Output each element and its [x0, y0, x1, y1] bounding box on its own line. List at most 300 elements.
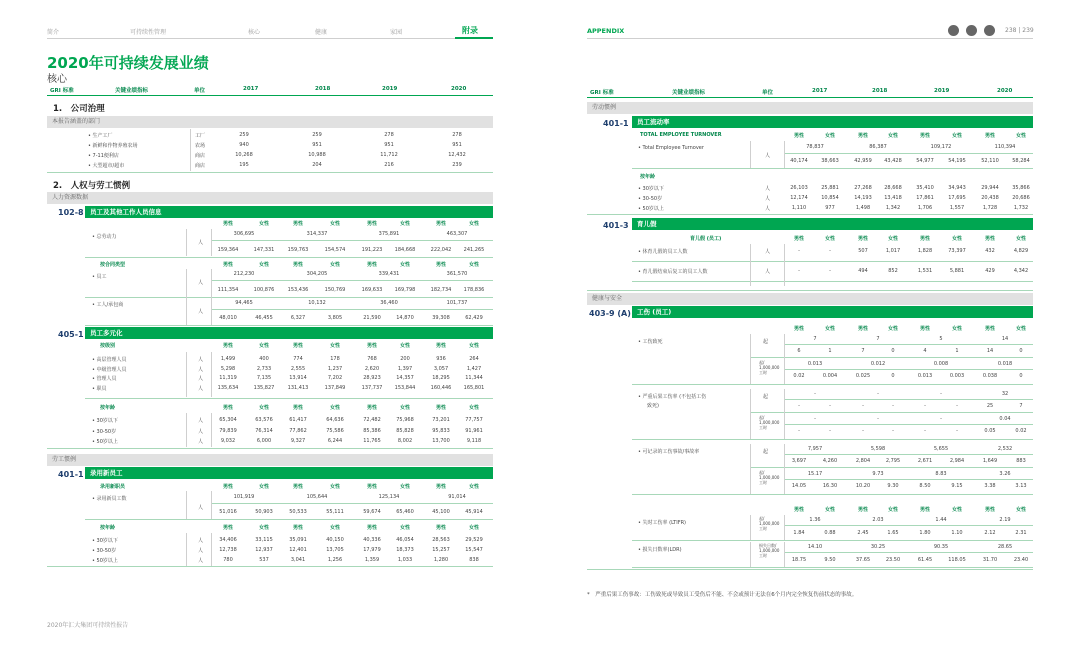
column-divider	[784, 389, 785, 439]
total-cell: 304,205	[306, 271, 328, 277]
total-cell: 7,957	[807, 446, 823, 452]
gri-code: 405-1	[58, 330, 84, 339]
value-cell: 852	[888, 268, 898, 274]
value-cell: 75,968	[396, 417, 414, 423]
value-cell: 12,738	[219, 547, 237, 553]
gender-header: 女性	[824, 507, 835, 513]
value-cell: 11,765	[363, 438, 381, 444]
value-cell: 3.13	[1015, 483, 1027, 489]
gender-header: 女性	[824, 236, 835, 242]
value-cell: 46,455	[255, 315, 273, 321]
cell-value: 10,988	[308, 152, 326, 158]
total-cell: 86,387	[869, 144, 887, 150]
gender-header: 女性	[1015, 326, 1026, 332]
value-cell: 15,257	[432, 547, 450, 553]
gender-header: 女性	[399, 405, 410, 411]
row-divider	[785, 369, 1033, 370]
value-cell: 0.02	[793, 373, 805, 379]
value-cell: 14,870	[396, 315, 414, 321]
value-cell: 1,033	[397, 557, 413, 563]
gender-header: 女性	[329, 405, 340, 411]
row-unit: 人	[198, 357, 204, 363]
value-cell: 28,563	[432, 537, 450, 543]
column-divider	[784, 244, 785, 286]
value-cell: 0.013	[917, 373, 933, 379]
gender-header: 男性	[292, 525, 303, 531]
gender-header: 男性	[435, 525, 446, 531]
value-cell: 0.025	[855, 373, 871, 379]
value-cell: 14.05	[791, 483, 807, 489]
value-cell: 3,057	[433, 365, 449, 372]
value-cell: -	[798, 268, 800, 274]
value-cell: 429	[985, 268, 995, 274]
value-cell: 2,795	[885, 458, 901, 464]
gender-header: 男性	[366, 343, 377, 349]
nav-item-3[interactable]: 健康	[315, 29, 328, 36]
row-unit: 商店	[195, 153, 206, 159]
value-cell: 11,344	[465, 375, 483, 381]
value-cell: -	[956, 428, 958, 434]
value-cell: 43,428	[884, 158, 902, 164]
total-cell: 314,337	[306, 231, 328, 237]
row-divider	[785, 424, 1033, 425]
row-divider	[632, 384, 1033, 385]
total-cell: 1.44	[935, 517, 947, 523]
gender-header: 男性	[292, 262, 303, 268]
row-label: • 7-11便利店	[88, 153, 119, 159]
value-cell: 1,649	[982, 458, 998, 464]
gender-header: 男性	[857, 326, 868, 332]
gender-header: 男性	[222, 484, 233, 490]
gender-header: 女性	[468, 221, 479, 227]
row-divider	[212, 309, 493, 310]
gender-header: 男性	[435, 405, 446, 411]
gender-header: 男性	[222, 405, 233, 411]
total-cell: 375,891	[378, 231, 400, 237]
total-cell: 78,837	[806, 144, 824, 150]
home-icon[interactable]	[966, 25, 977, 36]
total-cell: 14.10	[807, 544, 823, 550]
column-divider	[190, 129, 191, 171]
value-cell: 54,977	[916, 158, 934, 164]
gri-code: 401-1	[603, 119, 629, 128]
nav-item-1[interactable]: 可持续性管理	[130, 29, 167, 36]
value-cell: 42,959	[854, 158, 872, 164]
total-cell: 5,598	[870, 446, 886, 452]
gri-code: 102-8	[58, 208, 84, 217]
total-cell: 1.36	[809, 517, 821, 523]
cell-value: 951	[312, 142, 322, 148]
gender-header: 女性	[951, 326, 962, 332]
value-cell: 150,769	[324, 287, 346, 293]
gender-header: 女性	[1015, 236, 1026, 242]
page-numbers: 238 | 239	[1005, 27, 1034, 34]
value-cell: 1	[955, 348, 959, 354]
row-unit: 人	[765, 269, 771, 275]
value-cell: 4,829	[1013, 248, 1029, 254]
value-cell: 0.88	[824, 530, 836, 536]
row-divider	[785, 344, 1033, 345]
cell-value: 239	[452, 162, 462, 168]
value-cell: 6,327	[290, 315, 306, 321]
header-cell-4: 2018	[872, 88, 888, 94]
value-cell: 0.05	[984, 428, 996, 434]
value-cell: 79,839	[219, 427, 237, 434]
value-cell: 34,943	[948, 185, 966, 191]
row-unit: 人	[765, 249, 771, 255]
nav-item-0[interactable]: 简介	[47, 29, 60, 36]
row-unit: 人	[198, 309, 204, 315]
gender-header: 女性	[468, 343, 479, 349]
total-cell: 125,134	[378, 494, 400, 500]
value-cell: 182,734	[430, 287, 452, 293]
value-cell: 9,327	[290, 438, 306, 444]
value-cell: 2.12	[984, 530, 996, 536]
sub-header: 按合同类型	[100, 262, 126, 268]
row-divider	[212, 503, 493, 504]
value-cell: 4,260	[822, 458, 838, 464]
value-cell: 0.038	[982, 373, 998, 379]
cell-value: 10,268	[235, 152, 253, 158]
category-bar: 工伤 (员工)	[632, 306, 1033, 318]
value-cell: 118.05	[948, 557, 966, 563]
nav-item-4[interactable]: 家园	[390, 29, 403, 36]
cell-value: 12,432	[448, 152, 466, 158]
row-divider	[750, 412, 1033, 413]
gender-header: 男性	[984, 507, 995, 513]
page-subtitle: 核心	[47, 74, 67, 85]
gender-header: 男性	[919, 133, 930, 139]
value-cell: 153,844	[394, 384, 416, 391]
gender-header: 女性	[824, 326, 835, 332]
value-cell: 1,359	[364, 557, 380, 563]
value-cell: 9.30	[887, 483, 899, 489]
value-cell: 0	[891, 373, 895, 379]
value-cell: 12,401	[289, 547, 307, 553]
column-divider	[750, 389, 751, 439]
row-label: • 损失日数率(LDR)	[638, 547, 682, 553]
column-divider	[750, 334, 751, 384]
column-divider	[186, 533, 187, 566]
gender-header: 女性	[329, 221, 340, 227]
value-cell: 9,118	[466, 438, 482, 444]
cell-value: 951	[384, 142, 394, 148]
value-cell: 31.70	[982, 557, 998, 563]
value-cell: 73,397	[948, 248, 966, 254]
value-cell: 400	[259, 356, 269, 362]
gender-header: 女性	[951, 133, 962, 139]
row-divider	[587, 214, 1033, 215]
value-cell: 12,937	[255, 547, 273, 553]
value-cell: -	[798, 428, 800, 434]
value-cell: 45,100	[432, 509, 450, 515]
value-cell: 20,438	[981, 195, 999, 201]
value-cell: 35,091	[289, 537, 307, 543]
row-unit: 起	[763, 339, 769, 345]
row-divider	[85, 257, 493, 258]
value-cell: 76,314	[255, 427, 273, 434]
row-label: • Total Employee Turnover	[638, 145, 704, 151]
gender-header: 女性	[258, 343, 269, 349]
gender-header: 男性	[292, 405, 303, 411]
row-label: • 30-50岁	[638, 196, 663, 202]
value-cell: 137,737	[361, 384, 383, 391]
row-unit: 起	[763, 394, 769, 400]
gender-header: 女性	[399, 262, 410, 268]
gender-header: 女性	[329, 484, 340, 490]
total-cell: 5,655	[933, 446, 949, 452]
row-unit: 人	[198, 366, 204, 373]
value-cell: 0.02	[1015, 428, 1027, 434]
row-unit: 人	[198, 558, 204, 564]
row-divider	[632, 439, 1033, 440]
back-icon[interactable]	[948, 25, 959, 36]
value-cell: 65,304	[219, 417, 237, 423]
gender-header: 男性	[366, 405, 377, 411]
total-cell: 2,532	[997, 446, 1013, 452]
row-unit: 工厂	[195, 133, 206, 139]
column-divider	[784, 444, 785, 494]
value-cell: -	[862, 403, 864, 409]
row-label: • 生产工厂	[88, 133, 113, 139]
section-band: 健康与安全	[587, 293, 1033, 305]
value-cell: 154,574	[324, 247, 346, 253]
value-cell: 72,482	[363, 417, 381, 423]
value-cell: 3,041	[290, 557, 306, 563]
value-cell: 35,410	[916, 185, 934, 191]
gender-header: 男性	[435, 262, 446, 268]
value-cell: 159,364	[217, 247, 239, 253]
table-header	[47, 84, 493, 96]
value-cell: 111,354	[217, 287, 239, 293]
value-cell: 1,499	[220, 356, 236, 362]
value-cell: 768	[367, 356, 377, 362]
total-cell: 306,695	[233, 231, 255, 237]
gender-header: 女性	[951, 507, 962, 513]
value-cell: 55,111	[326, 509, 344, 515]
row-unit: 人	[765, 206, 771, 212]
cell-value: 195	[239, 162, 249, 168]
value-cell: 1,237	[327, 365, 343, 372]
value-cell: 2.45	[857, 530, 869, 536]
gender-header: 男性	[857, 507, 868, 513]
sub-header: 按年龄	[100, 525, 116, 531]
header-cell-6: 2020	[997, 88, 1013, 94]
value-cell: 1,531	[917, 268, 933, 274]
value-cell: 135,827	[253, 384, 275, 391]
total-cell: 36,460	[380, 300, 398, 306]
value-cell: 0	[1019, 348, 1023, 354]
nav-item-2[interactable]: 核心	[248, 29, 261, 36]
total-cell: 30.25	[870, 544, 886, 550]
value-cell: 14,357	[396, 375, 414, 381]
value-cell: 2,620	[364, 365, 380, 372]
year-header-1: 2018	[315, 86, 331, 92]
gender-header: 男性	[984, 236, 995, 242]
gender-header: 男性	[222, 221, 233, 227]
unit-header: 单位	[194, 88, 206, 94]
row-divider	[587, 569, 1033, 570]
gender-header: 男性	[793, 326, 804, 332]
value-cell: 61.45	[917, 557, 933, 563]
value-cell: 241,265	[463, 247, 485, 253]
value-cell: 64,636	[326, 417, 344, 423]
row-label: 致死)	[647, 403, 659, 409]
value-cell: 25,881	[821, 185, 839, 191]
value-cell: 178,836	[463, 287, 485, 293]
column-divider	[211, 269, 212, 325]
gender-header: 女性	[258, 221, 269, 227]
value-cell: 131,413	[287, 384, 309, 391]
total-cell: 109,172	[930, 144, 952, 150]
total-cell: -	[814, 391, 816, 397]
value-cell: 507	[858, 248, 868, 254]
gender-header: 男性	[919, 236, 930, 242]
value-cell: 6,244	[327, 438, 343, 444]
value-cell: -	[829, 428, 831, 434]
value-cell: 184,668	[394, 247, 416, 253]
header-cell-0: GRI 标准	[590, 90, 614, 96]
gender-header: 男性	[292, 343, 303, 349]
value-cell: 1,256	[327, 557, 343, 563]
value-cell: 0	[1019, 373, 1023, 379]
sub-header: 育儿假 (员工)	[690, 236, 722, 242]
value-cell: 169,798	[394, 287, 416, 293]
value-cell: 38,663	[821, 158, 839, 164]
value-cell: 13,914	[289, 375, 307, 381]
row-label: • 30岁以下	[92, 538, 118, 544]
gender-header: 男性	[292, 484, 303, 490]
value-cell: 40,336	[363, 537, 381, 543]
value-cell: 1,017	[885, 248, 901, 254]
row-divider	[632, 494, 1033, 495]
value-cell: 264	[469, 356, 479, 362]
column-divider	[750, 444, 751, 494]
row-divider	[785, 454, 1033, 455]
value-cell: 6	[797, 348, 801, 354]
value-cell: -	[829, 268, 831, 274]
column-divider	[186, 352, 187, 397]
value-cell: 28,668	[884, 185, 902, 191]
row-label: • 失时工伤率 (LTIFR)	[638, 520, 687, 526]
sub-header: 按年龄	[100, 405, 116, 411]
value-cell: 7	[861, 348, 865, 354]
total-cell: 7	[876, 336, 880, 342]
gender-header: 女性	[258, 405, 269, 411]
gender-header: 女性	[887, 236, 898, 242]
column-divider	[186, 413, 187, 447]
total-cell: 0.013	[807, 361, 823, 367]
appendix-label: APPENDIX	[587, 27, 625, 35]
column-divider	[750, 515, 751, 540]
value-cell: 1,706	[917, 205, 933, 211]
gender-header: 女性	[468, 405, 479, 411]
row-unit: 起	[763, 449, 769, 455]
value-cell: 73,201	[432, 417, 450, 423]
value-cell: 0.004	[822, 373, 838, 379]
value-cell: 28,923	[363, 375, 381, 381]
value-cell: 1,557	[949, 205, 965, 211]
row-label: • 管理人员	[92, 376, 117, 382]
value-cell: 1,728	[982, 205, 998, 211]
gender-header: 男性	[366, 221, 377, 227]
gender-header: 男性	[435, 221, 446, 227]
value-cell: 0.003	[949, 373, 965, 379]
value-cell: 77,862	[289, 427, 307, 434]
value-cell: -	[892, 428, 894, 434]
table-header	[587, 86, 1033, 98]
value-cell: 59,674	[363, 509, 381, 515]
gender-header: 男性	[366, 525, 377, 531]
gri-header: GRI 标准	[50, 88, 74, 94]
gender-header: 女性	[329, 343, 340, 349]
value-cell: 159,763	[287, 247, 309, 253]
value-cell: 3,805	[327, 315, 343, 321]
gender-header: 男性	[222, 343, 233, 349]
value-cell: 13,700	[432, 438, 450, 444]
total-cell: -	[877, 416, 879, 422]
value-cell: 17,861	[916, 195, 934, 201]
page-title: 2020年可持续发展业绩	[47, 54, 209, 72]
column-divider	[211, 533, 212, 566]
value-cell: 537	[259, 557, 269, 563]
row-unit: 人	[198, 280, 204, 286]
value-cell: 4,342	[1013, 268, 1029, 274]
value-cell: 16.30	[822, 483, 838, 489]
forward-icon[interactable]	[984, 25, 995, 36]
year-header-0: 2017	[243, 86, 259, 92]
nav-item-5[interactable]: 附录	[462, 26, 478, 35]
cell-value: 204	[312, 162, 322, 168]
column-divider	[186, 491, 187, 519]
gender-header: 男性	[793, 133, 804, 139]
row-unit: 人	[765, 196, 771, 202]
row-label: • 可记录的工伤事故/事故率	[638, 449, 700, 455]
gender-header: 女性	[887, 133, 898, 139]
value-cell: 137,849	[324, 384, 346, 391]
value-cell: 135,634	[217, 384, 239, 391]
value-cell: 9.15	[951, 483, 963, 489]
row-unit: 人	[198, 439, 204, 445]
gender-header: 女性	[399, 525, 410, 531]
value-cell: 40,150	[326, 537, 344, 543]
value-cell: 169,633	[361, 287, 383, 293]
value-cell: 63,576	[255, 417, 273, 423]
row-unit: 人	[198, 376, 204, 382]
total-cell: 339,431	[378, 271, 400, 277]
value-cell: 20,686	[1012, 195, 1030, 201]
cell-value: 278	[384, 132, 394, 138]
row-label: • 录用新员工数	[92, 496, 127, 502]
value-cell: 85,828	[396, 427, 414, 434]
value-cell: 2,555	[290, 365, 306, 372]
total-cell: 101,919	[233, 494, 255, 500]
total-cell: 0.018	[997, 361, 1013, 367]
section-title: 1. 公司治理	[53, 104, 105, 114]
appendix-divider	[587, 38, 1033, 39]
value-cell: 1.80	[919, 530, 931, 536]
row-divider	[785, 552, 1033, 553]
row-unit: 农场	[195, 143, 206, 149]
row-divider	[785, 525, 1033, 526]
value-cell: 18.75	[791, 557, 807, 563]
total-cell: 14	[1001, 336, 1009, 342]
value-cell: 58,284	[1012, 158, 1030, 164]
row-label: • 50岁以上	[92, 439, 118, 445]
value-cell: 838	[469, 557, 479, 563]
total-cell: 94,465	[235, 300, 253, 306]
column-divider	[784, 334, 785, 384]
